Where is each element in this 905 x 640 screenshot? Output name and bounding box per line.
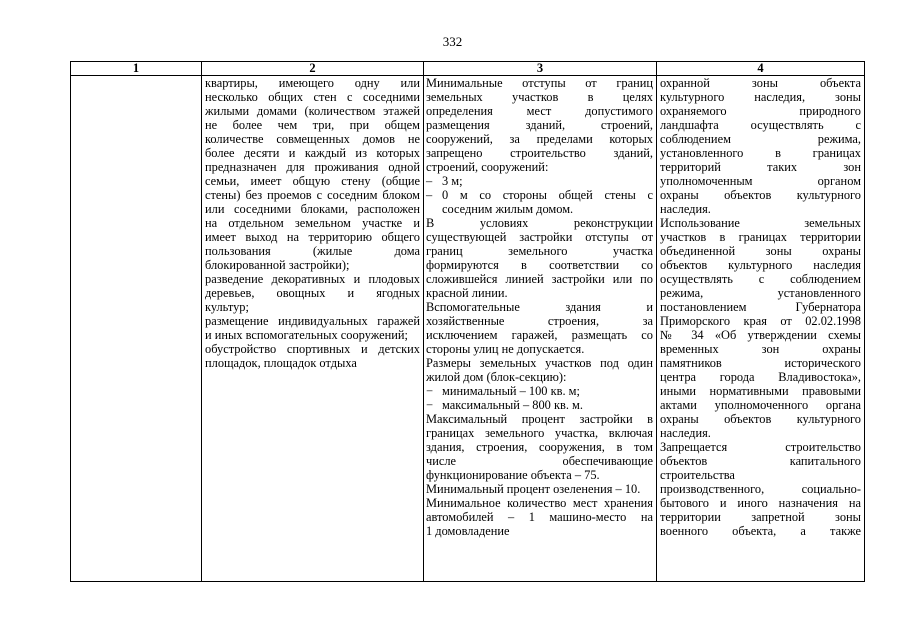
text-line: охранной зоны объекта (660, 76, 861, 90)
zone-name-cell (71, 76, 202, 582)
text-line: функционирование объекта – 75. (426, 468, 600, 482)
text-line: Запрещается строительство (660, 440, 861, 454)
text-line: соблюдением режима, (660, 132, 861, 146)
text-line: Максимальный процент застройки в (426, 412, 653, 426)
list-dash: − (426, 398, 433, 412)
text-line: границ земельного участка (426, 244, 653, 258)
text-line: культур; (205, 300, 249, 314)
text-line: Использование земельных (660, 216, 861, 230)
text-line: или соседними блоками, расположен (205, 202, 420, 216)
text-line: культурного наследия, зоны (660, 90, 861, 104)
text-line: Минимальные отступы от границ (426, 76, 653, 90)
list-dash: − (426, 384, 433, 398)
list-item-text: минимальный – 100 кв. м; (442, 384, 580, 398)
text-line: Минимальный процент озеленения – 10. (426, 482, 641, 496)
text-line: уполномоченным органом (660, 174, 861, 188)
text-line: территории запретной зоны (660, 510, 861, 524)
text-line: памятников исторического (660, 356, 861, 370)
text-line: границах земельного участка, включая (426, 426, 653, 440)
text-line: несколько общих стен с соседними (205, 90, 420, 104)
restrictions-cell (657, 76, 865, 582)
text-line: установленного в границах (660, 146, 861, 160)
text-line: Минимальное количество мест хранения (426, 496, 653, 510)
text-line: семьи, имеет общую стену (общие (205, 174, 420, 188)
text-line: жилой дом (блок-секцию): (426, 370, 567, 384)
column-header-4: 4 (657, 62, 865, 76)
text-line: актами уполномоченного органа (660, 398, 861, 412)
text-line: стены) без проемов с соседним блоком (205, 188, 420, 202)
text-line: запрещено строительство зданий, (426, 146, 653, 160)
permitted-uses-cell (202, 76, 424, 582)
text-line: осуществлять с соблюдением (660, 272, 861, 286)
text-line: площадок, площадок отдыха (205, 356, 357, 370)
column-header-3: 3 (424, 62, 657, 76)
text-line: охраняемого природного (660, 104, 861, 118)
text-line: 1 домовладение (426, 524, 510, 538)
list-item (426, 174, 653, 188)
text-line: объектов капитального (660, 454, 861, 468)
text-line: и иных вспомогательных сооружений; (205, 328, 408, 342)
text-line: на отдельном земельном участке и (205, 216, 420, 230)
text-line: земельных участков в целях (426, 90, 653, 104)
text-line: № 34 «Об утверждении схемы (660, 328, 861, 342)
text-line: военного объекта, а также (660, 524, 861, 538)
list-item (426, 384, 653, 398)
text-line: В условиях реконструкции (426, 216, 653, 230)
text-line: объектов культурного наследия (660, 258, 861, 272)
text-line: строений, сооружений: (426, 160, 549, 174)
text-line: размещения зданий, строений, (426, 118, 653, 132)
text-line: сложившейся линией застройки или по (426, 272, 653, 286)
text-line: блокированной застройки); (205, 258, 350, 272)
page-number: 332 (442, 34, 463, 49)
text-line: размещение индивидуальных гаражей (205, 314, 420, 328)
text-line: режима, установленного (660, 286, 861, 300)
text-line: предназначен для проживания одной (205, 160, 420, 174)
text-line: не более чем три, при общем (205, 118, 420, 132)
list-item-text: 3 м; (442, 174, 463, 188)
column-header-1: 1 (71, 62, 202, 76)
text-line: Приморского края от 02.02.1998 (660, 314, 861, 328)
text-line: постановлением Губернатора (660, 300, 861, 314)
list-item (426, 188, 653, 202)
text-line: охраны объектов культурного (660, 188, 861, 202)
text-line: Вспомогательные здания и (426, 300, 653, 314)
text-line: объединенной зоны охраны (660, 244, 861, 258)
list-dash: – (426, 174, 433, 188)
text-line: территорий таких зон (660, 160, 861, 174)
text-line: имеет выход на территорию общего (205, 230, 420, 244)
list-item-text: соседним жилым домом. (442, 202, 574, 216)
column-header-2: 2 (202, 62, 424, 76)
text-line: автомобилей – 1 машино-место на (426, 510, 653, 524)
text-line: числе обеспечивающие (426, 454, 653, 468)
text-line: определения мест допустимого (426, 104, 653, 118)
text-line: разведение декоративных и плодовых (205, 272, 420, 286)
text-line: обустройство спортивных и детских (205, 342, 420, 356)
text-line: здания, строения, сооружения, в том (426, 440, 653, 454)
list-item-text: 0 м со стороны общей стены с (442, 188, 653, 202)
text-line: пользования (жилые дома (205, 244, 420, 258)
text-line: иными нормативными правовыми (660, 384, 861, 398)
text-line: бытового и иного назначения на (660, 496, 861, 510)
text-line: жилыми домами (количеством этажей (205, 104, 420, 118)
text-line: ландшафта осуществлять с (660, 118, 861, 132)
text-line: исключением гаражей, размещать со (426, 328, 653, 342)
text-line: красной линии. (426, 286, 508, 300)
text-line: формируются в соответствии со (426, 258, 653, 272)
text-line: временных зон охраны (660, 342, 861, 356)
regulations-table (70, 61, 865, 582)
text-line: Размеры земельных участков под один (426, 356, 653, 370)
text-line: центра города Владивостока», (660, 370, 861, 384)
list-dash: – (426, 188, 433, 202)
text-line: квартиры, имеющего одну или (205, 76, 420, 90)
text-line: участков в границах территории (660, 230, 861, 244)
table-row (71, 76, 865, 582)
parameters-cell (424, 76, 657, 582)
text-line: хозяйственные строения, за (426, 314, 653, 328)
text-line: существующей застройки отступы от (426, 230, 653, 244)
text-line: количестве совмещенных домов не (205, 132, 420, 146)
text-line: производственного, социально- (660, 482, 861, 496)
text-line: наследия. (660, 202, 711, 216)
text-line: более десяти и каждый из которых (205, 146, 420, 160)
list-item (426, 202, 653, 216)
list-item-text: максимальный – 800 кв. м. (442, 398, 583, 412)
list-dash (426, 202, 442, 216)
text-line: охраны объектов культурного (660, 412, 861, 426)
table-header-row (71, 62, 865, 76)
text-line: сооружений, за пределами которых (426, 132, 653, 146)
text-line: строительства (660, 468, 735, 482)
text-line: наследия. (660, 426, 711, 440)
text-line: стороны улиц не допускается. (426, 342, 585, 356)
list-item (426, 398, 653, 412)
text-line: деревьев, овощных и ягодных (205, 286, 420, 300)
